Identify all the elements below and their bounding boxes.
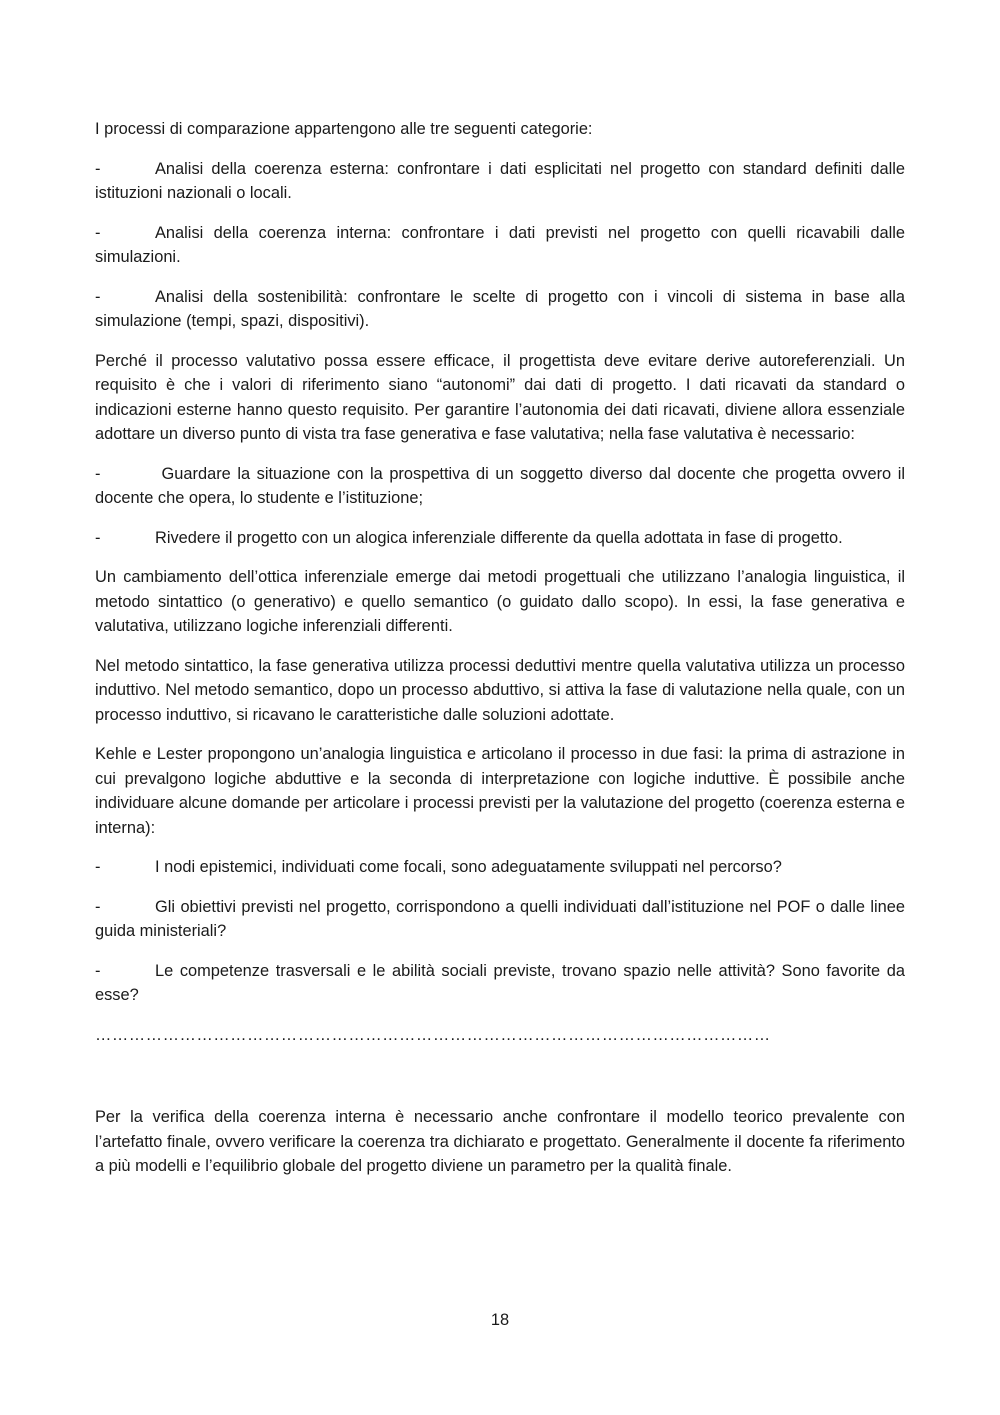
bullet-dash: - xyxy=(95,858,101,876)
spacer xyxy=(95,1047,905,1105)
list-item xyxy=(95,157,905,206)
list-item xyxy=(95,285,905,334)
list-item xyxy=(95,959,905,1008)
list-item-text: Analisi della coerenza esterna: confrontare i dati esplicitati nel progetto con standard definiti dalle istituzioni nazionali o locali. xyxy=(95,159,905,202)
list-item-text: Analisi della sostenibilità: confrontare le scelte di progetto con i vincoli di sistema in base alla simulazione (tempi, spazi, dispositivi). xyxy=(95,287,905,330)
body-paragraph: Per la verifica della coerenza interna è necessario anche confrontare il modello teorico prevalente con l’artefatto finale, ovvero verificare la coerenza tra dichiarato e progettato. Generalmente il docente fa riferimento a più modelli e l’equilibrio globale del progetto diviene un parametro per la qualità finale. xyxy=(95,1108,905,1175)
body-paragraph: Kehle e Lester propongono un’analogia linguistica e articolano il processo in due fasi: la prima di astrazione in cui prevalgono logiche abduttive e la seconda di interpretazione con logiche induttive. È possibile anche individuare alcune domande per articolare i processi previsti per la valutazione del progetto (coerenza esterna e interna): xyxy=(95,745,905,837)
bullet-dash: - xyxy=(95,464,101,483)
page-number: 18 xyxy=(490,1311,510,1329)
intro-paragraph: I processi di comparazione appartengono alle tre seguenti categorie: xyxy=(95,120,593,138)
list-item-text: Guardare la situazione con la prospettiva di un soggetto diverso dal docente che progetta ovvero il docente che opera, lo studente e l’istituzione; xyxy=(95,464,905,507)
list-item-text: Le competenze trasversali e le abilità sociali previste, trovano spazio nelle attività? Sono favorite da esse? xyxy=(95,961,905,1004)
bullet-dash: - xyxy=(95,223,101,242)
list-item-text: Gli obiettivi previsti nel progetto, corrispondono a quelli individuati dall’istituzione nel POF o dalle linee guida ministeriali? xyxy=(95,897,905,940)
body-paragraph: Perché il processo valutativo possa essere efficace, il progettista deve evitare derive autoreferenziali. Un requisito è che i valori di riferimento siano “autonomi” dai dati di progetto. I dati ricavati da standard o indicazioni esterne hanno questo requisito. Per garantire l’autonomia dei dati ricavati, diviene allora essenziale adottare un diverso punto di vista tra fase generativa e fase valutativa; nella fase valutativa è necessario: xyxy=(95,351,905,443)
list-item-text: Rivedere il progetto con un alogica inferenziale differente da quella adottata in fase di progetto. xyxy=(155,528,843,547)
body-paragraph: Nel metodo sintattico, la fase generativa utilizza processi deduttivi mentre quella valutativa utilizza un processo induttivo. Nel metodo semantico, dopo un processo abduttivo, si attiva la fase di valutazione nella quale, con un processo induttivo, si ricavano le caratteristiche dalle soluzioni adottate. xyxy=(95,656,905,724)
list-item xyxy=(95,895,905,944)
list-item xyxy=(95,462,905,511)
list-item xyxy=(95,221,905,270)
list-item xyxy=(95,526,905,551)
list-item xyxy=(95,855,905,880)
bullet-dash: - xyxy=(95,159,101,178)
dotted-separator: ………………………………………………………………………………………………………… xyxy=(95,1025,771,1044)
bullet-dash: - xyxy=(95,897,101,916)
bullet-dash: - xyxy=(95,528,101,547)
bullet-dash: - xyxy=(95,961,101,980)
bullet-dash: - xyxy=(95,287,101,306)
document-body xyxy=(95,117,905,1194)
list-item-text: Analisi della coerenza interna: confrontare i dati previsti nel progetto con quelli ricavabili dalle simulazioni. xyxy=(95,223,905,266)
body-paragraph: Un cambiamento dell’ottica inferenziale emerge dai metodi progettuali che utilizzano l’analogia linguistica, il metodo sintattico (o generativo) e quello semantico (o guidato dallo scopo). In essi, la fase generativa e valutativa, utilizzano logiche inferenziali differenti. xyxy=(95,568,905,635)
list-item-text: I nodi epistemici, individuati come focali, sono adeguatamente sviluppati nel percorso? xyxy=(155,858,782,876)
